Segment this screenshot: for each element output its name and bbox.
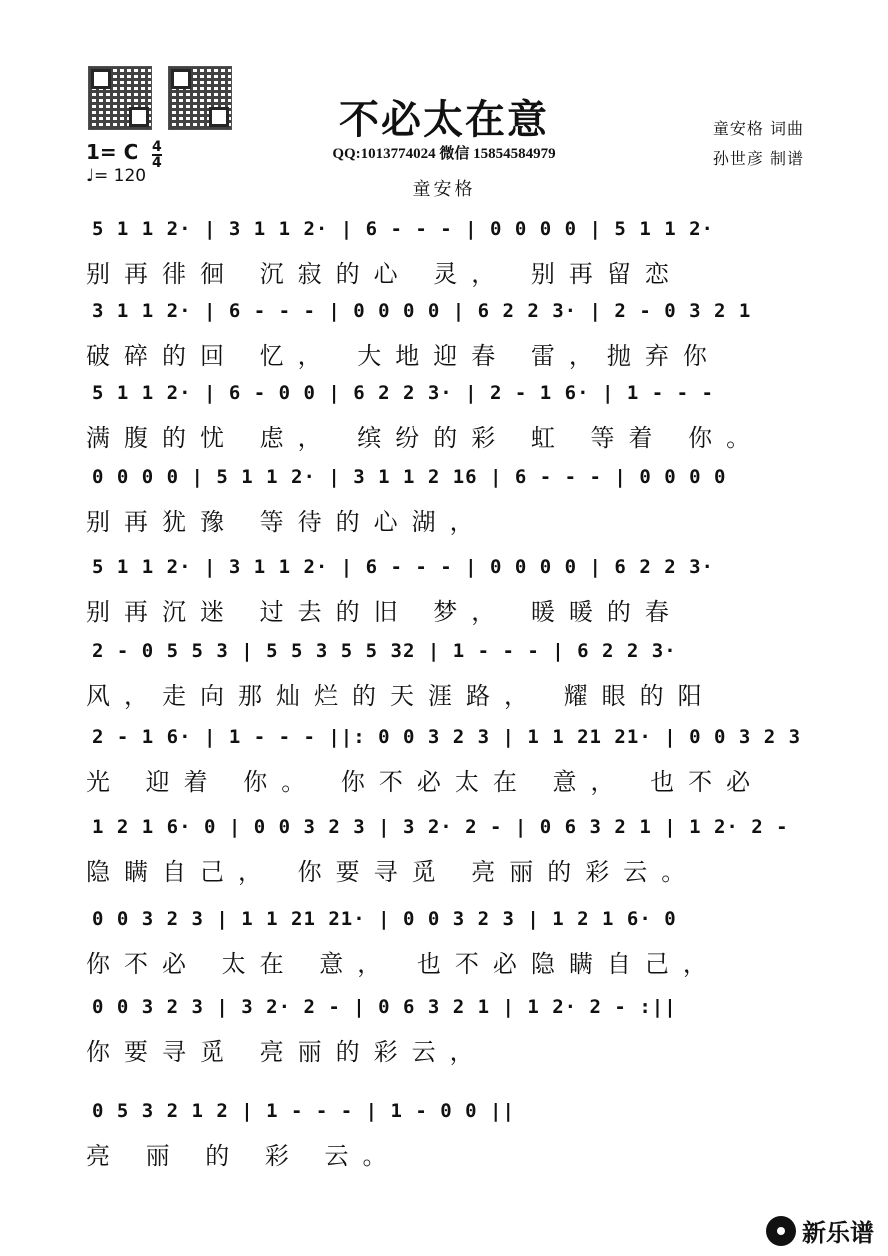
note-sequence: 0 0 0 0 | 5 1 1 2· | 3 1 1 2 16 | 6 - - - | 0 0 0 0 bbox=[92, 466, 727, 488]
note-sequence: 2 - 0 5 5 3 | 5 5 3 5 5 32 | 1 - - - | 6 2 2 3· bbox=[92, 640, 677, 662]
note-sequence: 2 - 1 6· | 1 - - - ||: 0 0 3 2 3 | 1 1 21 21· | 0 0 3 2 3 bbox=[92, 726, 802, 748]
lyrics-line: 别再沉迷 过去的旧 梦， 暖暖的春 bbox=[86, 598, 683, 626]
transcriber-credit: 孙世彦 制谱 bbox=[712, 149, 804, 168]
logo-text: 新乐谱 bbox=[802, 1219, 874, 1247]
note-sequence: 0 0 3 2 3 | 3 2· 2 - | 0 6 3 2 1 | 1 2· 2 - :|| bbox=[92, 996, 677, 1018]
tempo-marking: ♩= 120 bbox=[86, 166, 147, 186]
site-logo bbox=[766, 1213, 874, 1248]
page-title: 不必太在意 bbox=[339, 96, 549, 143]
time-signature bbox=[152, 140, 162, 170]
time-denominator: 4 bbox=[152, 155, 162, 171]
time-numerator: 4 bbox=[152, 139, 162, 155]
lyrics-line: 亮 丽 的 彩 云。 bbox=[86, 1142, 401, 1170]
lyrics-music-credit: 童安格 词曲 bbox=[712, 119, 804, 138]
lyrics-line: 破碎的回 忆， 大地迎春 雷，抛弃你 bbox=[86, 342, 721, 370]
vinyl-record-icon bbox=[766, 1216, 796, 1246]
key-signature: 1= C bbox=[86, 140, 139, 164]
lyrics-line: 光 迎着 你。 你不必太在 意， 也不必 bbox=[86, 768, 765, 796]
note-sequence: 1 2 1 6· 0 | 0 0 3 2 3 | 3 2· 2 - | 0 6 3 2 1 | 1 2· 2 - bbox=[92, 816, 789, 838]
lyrics-line: 你不必 太在 意， 也不必隐瞒自己， bbox=[86, 950, 721, 978]
lyrics-line: 别再徘徊 沉寂的心 灵， 别再留恋 bbox=[86, 260, 683, 288]
lyrics-line: 别再犹豫 等待的心湖， bbox=[86, 508, 488, 536]
author-name: 童安格 bbox=[412, 179, 476, 200]
lyrics-line: 你要寻觅 亮丽的彩云， bbox=[86, 1038, 488, 1066]
contact-info: QQ:1013774024 微信 15854584979 bbox=[332, 146, 556, 162]
note-sequence: 0 5 3 2 1 2 | 1 - - - | 1 - 0 0 || bbox=[92, 1100, 515, 1122]
note-sequence: 5 1 1 2· | 3 1 1 2· | 6 - - - | 0 0 0 0 | 6 2 2 3· bbox=[92, 556, 714, 578]
lyrics-line: 隐瞒自己， 你要寻觅 亮丽的彩云。 bbox=[86, 858, 700, 886]
note-sequence: 0 0 3 2 3 | 1 1 21 21· | 0 0 3 2 3 | 1 2 1 6· 0 bbox=[92, 908, 677, 930]
note-sequence: 5 1 1 2· | 6 - 0 0 | 6 2 2 3· | 2 - 1 6· | 1 - - - bbox=[92, 382, 714, 404]
note-sequence: 5 1 1 2· | 3 1 1 2· | 6 - - - | 0 0 0 0 | 5 1 1 2· bbox=[92, 218, 714, 240]
lyrics-line: 风，走向那灿烂的天涯路， 耀眼的阳 bbox=[86, 682, 716, 710]
lyrics-line: 满腹的忧 虑， 缤纷的彩 虹 等着 你。 bbox=[86, 424, 765, 452]
note-sequence: 3 1 1 2· | 6 - - - | 0 0 0 0 | 6 2 2 3· | 2 - 0 3 2 1 bbox=[92, 300, 752, 322]
